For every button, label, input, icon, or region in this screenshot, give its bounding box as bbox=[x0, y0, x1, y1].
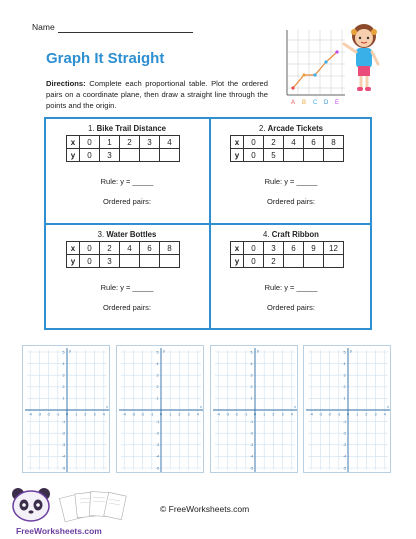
y-tick-label: 1 bbox=[156, 396, 159, 401]
directions-lead: Directions: bbox=[46, 79, 86, 88]
problem-panel-2 bbox=[210, 119, 372, 223]
coordinate-plane-2[interactable] bbox=[116, 345, 204, 473]
x-cell[interactable]: 3 bbox=[140, 136, 160, 149]
y-cell[interactable]: 3 bbox=[100, 149, 120, 162]
y-cell[interactable] bbox=[160, 149, 180, 162]
problem-number: 1. bbox=[87, 124, 95, 133]
y-tick-label: 3 bbox=[250, 373, 253, 378]
row-label-y: y bbox=[67, 149, 80, 162]
y-tick-label: 5 bbox=[250, 350, 253, 355]
problem-title bbox=[46, 124, 208, 133]
y-tick-label: 4 bbox=[250, 361, 253, 366]
x-cell[interactable]: 6 bbox=[140, 242, 160, 255]
y-tick-label: -3 bbox=[61, 443, 66, 448]
row-label-y: y bbox=[231, 149, 244, 162]
x-cell[interactable]: 2 bbox=[264, 136, 284, 149]
x-tick-label: 0 bbox=[254, 412, 256, 417]
x-tick-label: -4 bbox=[122, 412, 126, 417]
table-row-y bbox=[231, 255, 344, 268]
panda-logo-icon bbox=[6, 486, 58, 528]
x-tick-label: 3 bbox=[281, 412, 284, 417]
footer-url[interactable]: © FreeWorksheets.com bbox=[160, 504, 250, 514]
x-tick-label: -4 bbox=[216, 412, 220, 417]
proportional-table bbox=[230, 135, 344, 162]
x-tick-label: 0 bbox=[347, 412, 349, 417]
y-tick-label: 1 bbox=[62, 396, 65, 401]
row-label-x: x bbox=[67, 136, 80, 149]
y-tick-label: 4 bbox=[62, 361, 65, 366]
y-cell[interactable] bbox=[160, 255, 180, 268]
table-row-y bbox=[231, 149, 344, 162]
problem-number: 3. bbox=[97, 230, 105, 239]
ordered-pairs-line[interactable]: Ordered pairs: bbox=[103, 197, 151, 206]
x-tick-label: 1 bbox=[356, 412, 359, 417]
y-tick-label: 3 bbox=[156, 373, 159, 378]
girl-illustration bbox=[340, 22, 386, 94]
y-cell[interactable]: 0 bbox=[244, 149, 264, 162]
x-tick-label: 0 bbox=[66, 412, 68, 417]
y-cell[interactable] bbox=[304, 149, 324, 162]
mini-label-b: B bbox=[302, 100, 307, 106]
x-cell[interactable]: 4 bbox=[160, 136, 180, 149]
x-tick-label: 4 bbox=[102, 412, 105, 417]
x-tick-label: 3 bbox=[187, 412, 190, 417]
row-label-x: x bbox=[231, 136, 244, 149]
x-tick-label: 3 bbox=[374, 412, 377, 417]
problem-title bbox=[46, 230, 208, 239]
proportional-table bbox=[66, 241, 180, 268]
coordinate-plane-4[interactable] bbox=[303, 345, 391, 473]
y-cell[interactable]: 5 bbox=[264, 149, 284, 162]
y-cell[interactable] bbox=[120, 149, 140, 162]
x-tick-label: 4 bbox=[290, 412, 293, 417]
x-cell[interactable]: 2 bbox=[100, 242, 120, 255]
rule-line[interactable]: Rule: y = _____ bbox=[264, 177, 318, 186]
ordered-pairs-line[interactable]: Ordered pairs: bbox=[267, 303, 315, 312]
x-cell[interactable]: 3 bbox=[264, 242, 284, 255]
row-label-x: x bbox=[67, 242, 80, 255]
x-tick-label: 2 bbox=[84, 412, 87, 417]
x-cell[interactable]: 4 bbox=[284, 136, 304, 149]
y-cell[interactable] bbox=[284, 149, 304, 162]
y-tick-label: 5 bbox=[156, 350, 159, 355]
x-tick-label: 2 bbox=[272, 412, 275, 417]
x-tick-label: 1 bbox=[169, 412, 172, 417]
y-tick-label: 2 bbox=[250, 385, 253, 390]
y-tick-label: 1 bbox=[343, 396, 346, 401]
x-tick-label: -3 bbox=[37, 412, 42, 417]
y-tick-label: 5 bbox=[62, 350, 65, 355]
x-axis-label: x bbox=[200, 405, 202, 409]
coordinate-plane-3[interactable] bbox=[210, 345, 298, 473]
x-tick-label: -4 bbox=[28, 412, 32, 417]
problem-panel-3 bbox=[46, 225, 208, 329]
y-tick-label: 5 bbox=[343, 350, 346, 355]
y-tick-label: -2 bbox=[249, 431, 254, 436]
problem-panel-4 bbox=[210, 225, 372, 329]
x-cell[interactable]: 6 bbox=[304, 136, 324, 149]
ordered-pairs-line[interactable]: Ordered pairs: bbox=[103, 303, 151, 312]
x-cell[interactable]: 12 bbox=[324, 242, 344, 255]
y-axis-label: y bbox=[257, 349, 259, 353]
x-tick-label: 3 bbox=[93, 412, 96, 417]
problem-title bbox=[210, 230, 372, 239]
y-tick-label: -1 bbox=[249, 419, 254, 424]
x-cell[interactable]: 9 bbox=[304, 242, 324, 255]
problem-title bbox=[210, 124, 372, 133]
x-tick-label: -3 bbox=[318, 412, 323, 417]
y-tick-label: 1 bbox=[250, 396, 253, 401]
y-tick-label: -1 bbox=[61, 419, 66, 424]
row-label-y: y bbox=[67, 255, 80, 268]
mini-label-c: C bbox=[313, 100, 318, 106]
y-tick-label: -4 bbox=[155, 454, 160, 459]
y-tick-label: -3 bbox=[249, 443, 254, 448]
table-row-y bbox=[67, 149, 180, 162]
x-tick-label: 4 bbox=[383, 412, 386, 417]
ordered-pairs-line[interactable]: Ordered pairs: bbox=[267, 197, 315, 206]
y-cell[interactable]: 0 bbox=[244, 255, 264, 268]
y-tick-label: -3 bbox=[155, 443, 160, 448]
x-tick-label: -3 bbox=[131, 412, 136, 417]
y-tick-label: -1 bbox=[342, 419, 347, 424]
y-tick-label: -4 bbox=[61, 454, 66, 459]
x-cell[interactable]: 6 bbox=[284, 242, 304, 255]
y-cell[interactable]: 3 bbox=[100, 255, 120, 268]
x-tick-label: 0 bbox=[160, 412, 162, 417]
x-cell[interactable]: 8 bbox=[324, 136, 344, 149]
problems-box bbox=[44, 117, 372, 330]
row-label-y: y bbox=[231, 255, 244, 268]
table-row-y bbox=[67, 255, 180, 268]
directions-text: Complete each proportional table. Plot the ordered pairs on a coordinate plane, then draw a straight line through the points and the origin. bbox=[46, 79, 268, 110]
x-tick-label: -4 bbox=[309, 412, 313, 417]
y-cell[interactable]: 0 bbox=[80, 255, 100, 268]
y-tick-label: 3 bbox=[62, 373, 65, 378]
proportional-table bbox=[66, 135, 180, 162]
rule-line[interactable]: Rule: y = _____ bbox=[100, 177, 154, 186]
proportional-table bbox=[230, 241, 344, 268]
y-tick-label: -5 bbox=[249, 466, 254, 471]
y-cell[interactable] bbox=[140, 149, 160, 162]
mini-label-e: E bbox=[335, 100, 340, 106]
y-tick-label: 4 bbox=[156, 361, 159, 366]
problem-number: 4. bbox=[263, 230, 270, 239]
y-tick-label: -3 bbox=[342, 443, 347, 448]
x-cell[interactable]: 0 bbox=[244, 136, 264, 149]
y-axis-label: y bbox=[350, 349, 352, 353]
x-tick-label: -2 bbox=[234, 412, 239, 417]
y-cell[interactable] bbox=[324, 149, 344, 162]
x-cell[interactable]: 0 bbox=[244, 242, 264, 255]
x-axis-label: x bbox=[106, 405, 108, 409]
y-tick-label: 2 bbox=[343, 385, 346, 390]
x-tick-label: 1 bbox=[75, 412, 78, 417]
problem-title-text: Water Bottles bbox=[106, 230, 157, 239]
directions bbox=[46, 78, 268, 111]
y-axis-label: y bbox=[69, 349, 71, 353]
x-tick-label: 2 bbox=[365, 412, 368, 417]
y-tick-label: -1 bbox=[155, 419, 160, 424]
x-tick-label: -1 bbox=[244, 412, 248, 417]
y-axis-label: y bbox=[163, 349, 165, 353]
x-tick-label: -1 bbox=[150, 412, 154, 417]
y-cell[interactable] bbox=[120, 255, 140, 268]
mini-label-d: D bbox=[324, 100, 329, 106]
y-tick-label: -2 bbox=[61, 431, 66, 436]
y-tick-label: -5 bbox=[155, 466, 160, 471]
y-cell[interactable] bbox=[140, 255, 160, 268]
y-cell[interactable]: 2 bbox=[264, 255, 284, 268]
x-cell[interactable]: 0 bbox=[80, 136, 100, 149]
coordinate-plane-1[interactable] bbox=[22, 345, 110, 473]
name-line[interactable] bbox=[58, 32, 193, 33]
rule-line[interactable]: Rule: y = _____ bbox=[264, 283, 318, 292]
y-cell[interactable] bbox=[324, 255, 344, 268]
y-tick-label: 4 bbox=[343, 361, 346, 366]
x-tick-label: -2 bbox=[140, 412, 145, 417]
x-tick-label: 1 bbox=[263, 412, 266, 417]
y-tick-label: -4 bbox=[342, 454, 347, 459]
name-label: Name bbox=[32, 22, 55, 32]
rule-line[interactable]: Rule: y = _____ bbox=[100, 283, 154, 292]
x-tick-label: 4 bbox=[196, 412, 199, 417]
x-cell[interactable]: 2 bbox=[120, 136, 140, 149]
y-tick-label: 3 bbox=[343, 373, 346, 378]
y-tick-label: -4 bbox=[249, 454, 254, 459]
y-tick-label: -2 bbox=[342, 431, 347, 436]
y-cell[interactable]: 0 bbox=[80, 149, 100, 162]
y-cell[interactable] bbox=[284, 255, 304, 268]
x-cell[interactable]: 4 bbox=[120, 242, 140, 255]
problem-panel-1 bbox=[46, 119, 208, 223]
y-cell[interactable] bbox=[304, 255, 324, 268]
table-row-x bbox=[231, 242, 344, 255]
mini-line-chart-illustration bbox=[265, 20, 345, 110]
mini-label-a: A bbox=[291, 100, 296, 106]
logo-text: FreeWorksheets.com bbox=[16, 526, 102, 536]
x-tick-label: -3 bbox=[225, 412, 230, 417]
problem-number: 2. bbox=[258, 124, 266, 133]
x-cell[interactable]: 8 bbox=[160, 242, 180, 255]
y-tick-label: -5 bbox=[61, 466, 66, 471]
worksheet-stack-illustration bbox=[58, 490, 134, 524]
x-tick-label: -2 bbox=[46, 412, 51, 417]
y-tick-label: 2 bbox=[62, 385, 65, 390]
x-cell[interactable]: 0 bbox=[80, 242, 100, 255]
problem-title-text: Bike Trail Distance bbox=[96, 124, 167, 133]
y-tick-label: 2 bbox=[156, 385, 159, 390]
y-tick-label: -2 bbox=[155, 431, 160, 436]
page-title: Graph It Straight bbox=[46, 50, 165, 67]
y-tick-label: -5 bbox=[342, 466, 347, 471]
problem-title-text: Craft Ribbon bbox=[271, 230, 319, 239]
x-cell[interactable]: 1 bbox=[100, 136, 120, 149]
x-axis-label: x bbox=[294, 405, 296, 409]
table-row-x bbox=[67, 136, 180, 149]
row-label-x: x bbox=[231, 242, 244, 255]
x-axis-label: x bbox=[387, 405, 389, 409]
x-tick-label: -2 bbox=[327, 412, 332, 417]
x-tick-label: -1 bbox=[337, 412, 341, 417]
x-tick-label: -1 bbox=[56, 412, 60, 417]
table-row-x bbox=[67, 242, 180, 255]
table-row-x bbox=[231, 136, 344, 149]
x-tick-label: 2 bbox=[178, 412, 181, 417]
problem-title-text: Arcade Tickets bbox=[267, 124, 324, 133]
